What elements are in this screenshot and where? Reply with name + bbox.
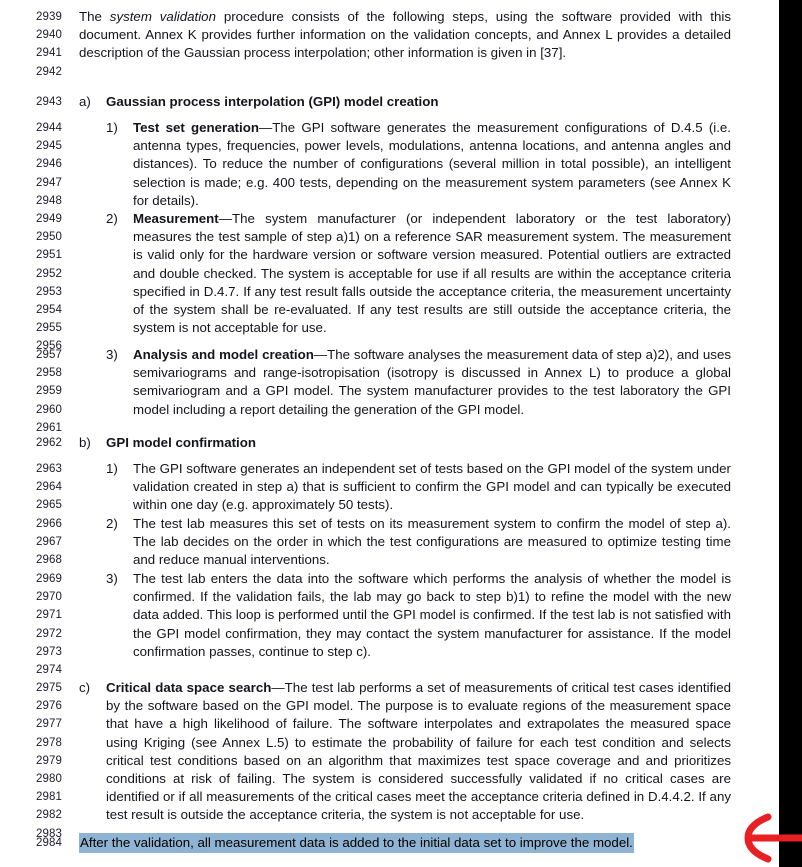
line-number: 2976: [36, 700, 62, 713]
line-number: 2961: [36, 421, 62, 434]
line-number: 2949: [36, 213, 62, 225]
list-item-a1: [0, 119, 774, 210]
line-number: 2941: [36, 47, 62, 60]
intro-text-pre: The: [79, 9, 110, 24]
list-marker-a1: 1): [106, 120, 118, 135]
list-item-b2: [0, 515, 774, 570]
page-edge-band: [780, 0, 802, 867]
line-number: 2980: [36, 772, 62, 785]
line-number: 2942: [36, 65, 62, 78]
line-number: 2966: [36, 518, 62, 530]
a2-body: The system manufacturer (or independent laboratory or the test laboratory) measures the test sample of step a)1) on a reference SAR measurement system. The measurement is valid only for the hardware version or software version measured. Potential outliers are extracted and double checked. The system is acceptable for use if all results are within the acceptance criteria specified in D.4.7. If any test result falls outside the acceptance criteria, the measurement uncertainty of the system shall be re-evaluated. If any test results are still outside the acceptance criteria, the system is not acceptable for use.: [133, 211, 731, 336]
page-edge-fold: [773, 0, 780, 867]
list-marker-a2: 2): [106, 211, 118, 226]
line-number: 2953: [36, 285, 62, 298]
list-marker-b2: 2): [106, 516, 118, 531]
list-item-a2: [0, 210, 774, 356]
line-number: 2979: [36, 754, 62, 767]
list-item-b-heading: [0, 434, 774, 452]
list-item-b-title: GPI model confirmation: [106, 435, 256, 450]
line-number: 2948: [36, 194, 62, 207]
line-number: 2940: [36, 29, 62, 42]
line-number: 2965: [36, 499, 62, 512]
a3-bold-lead: Analysis and model creation: [133, 347, 314, 362]
list-item-a3: [0, 346, 774, 437]
line-number: 2983: [36, 827, 62, 840]
line-number: 2982: [36, 809, 62, 822]
line-number: 2959: [36, 385, 62, 398]
c-body: The test lab performs a set of measurements of critical test cases identified by the software based on the GPI model. The purpose is to evaluate regions of the measurement space that have a high likelihood of failure. The software interpolates and extrapolates the measured space using Kriging (see Annex L.5) to estimate the probability of failure for each test condition and selects critical test conditions based on an algorithm that maximizes test space coverage and and prioritizes conditions at risk of failing. The system is considered successfully validated if no critical cases are identified or if all measurements of the critical cases meet the acceptance criteria defined in D.4.4.2. If any test result is outside the acceptance criteria, the system is not acceptable for use.: [106, 680, 731, 823]
line-number: 2978: [36, 736, 62, 749]
a1-dash: —: [258, 120, 273, 135]
line-number: 2975: [36, 682, 62, 694]
list-item-c: [0, 679, 774, 843]
line-number: 2958: [36, 367, 62, 380]
line-number: 2972: [36, 627, 62, 640]
line-number: 2951: [36, 249, 62, 262]
line-number: 2950: [36, 231, 62, 244]
list-marker-b1: 1): [106, 461, 118, 476]
line-number: 2968: [36, 554, 62, 567]
a1-body: The GPI software generates the measurement configurations of D.4.5 (i.e. antenna types, frequencies, power levels, modulations, antenna locations, and antenna angles and distances). To reduce the number of configurations (several million in total possible), an intelligent selection is made; e.g. 400 tests, depending on the measurement system parameters (see Annex K for details).: [133, 120, 731, 208]
line-number: 2944: [36, 122, 62, 134]
paragraph-intro: [0, 8, 774, 81]
line-number: 2952: [36, 267, 62, 280]
line-number: 2984: [36, 837, 62, 849]
a2-bold-lead: Measurement: [133, 211, 219, 226]
line-number: 2945: [36, 140, 62, 153]
list-marker-b3: 3): [106, 571, 118, 586]
list-item-b2-text: The test lab measures this set of tests on its measurement system to confirm the model of step a). The lab decides on the order in which the test configurations are measured to optimize testing time and reduce manual interventions.: [133, 516, 731, 568]
line-number: 2939: [36, 11, 62, 23]
line-number: 2954: [36, 303, 62, 316]
line-number: 2981: [36, 791, 62, 804]
c-dash: —: [271, 680, 285, 695]
list-marker-a: a): [79, 94, 91, 109]
line-number: 2955: [36, 322, 62, 335]
line-number: 2943: [36, 96, 62, 108]
list-item-c-text: [106, 679, 731, 825]
list-marker-a3: 3): [106, 347, 118, 362]
list-item-a3-text: [133, 346, 731, 419]
list-item-b1-text: The GPI software generates an independent set of tests based on the GPI model of the system under validation created in step a) that is sufficient to confirm the GPI model and can typically be executed within one day (e.g. approximately 50 tests).: [133, 461, 731, 513]
line-number: 2967: [36, 536, 62, 549]
list-item-a-title: Gaussian process interpolation (GPI) model creation: [106, 94, 439, 109]
line-number: 2970: [36, 591, 62, 604]
line-number: 2956: [36, 340, 62, 353]
c-bold-lead: Critical data space search: [106, 680, 272, 695]
list-item-b3-text: The test lab enters the data into the software which performs the analysis of whether the model is confirmed. If the validation fails, the lab may go back to step b)1) to refine the model with the new data added. This loop is performed until the GPI model is confirmed. If the test lab is not satisfied with the GPI model confirmation, they may contact the system manufacturer for assistance. If the model confirmation passes, continue to step c).: [133, 571, 731, 659]
list-item-a1-text: [133, 119, 731, 210]
list-marker-b: b): [79, 435, 91, 450]
list-marker-c: c): [79, 680, 91, 695]
line-number: 2977: [36, 718, 62, 731]
line-number: 2974: [36, 663, 62, 676]
line-number: 2960: [36, 403, 62, 416]
a1-bold-lead: Test set generation: [133, 120, 259, 135]
intro-text-italic: system validation: [109, 9, 216, 24]
list-item-a2-text: [133, 210, 731, 337]
intro-text-post: procedure consists of the following steps, using the software provided with this document. Annex K provides further information on the validation concepts, and Annex L provides a detailed description of the Gaussian process interpolation; other information is given in [37].: [79, 9, 731, 61]
highlighted-line[interactable]: After the validation, all measurement data is added to the initial data set to improve the model.: [79, 833, 634, 853]
line-number: 2969: [36, 573, 62, 585]
line-number: 2971: [36, 609, 62, 622]
list-item-b1: [0, 460, 774, 515]
a3-dash: —: [313, 347, 328, 362]
intro-text: [79, 8, 731, 63]
a3-body: The software analyses the measurement data of step a)2), and uses semivariograms and range-isotropisation (isotropy is discussed in Annex L) to produce a global semivariogram and a GPI model. The system manufacturer provides to the test laboratory the GPI model including a report detailing the generation of the GPI model.: [133, 347, 731, 417]
highlighted-paragraph: [0, 833, 774, 853]
list-item-b3: [0, 570, 774, 679]
list-item-a-heading: [0, 93, 774, 111]
line-number: 2963: [36, 463, 62, 475]
line-number: 2962: [36, 437, 62, 449]
line-number: 2946: [36, 158, 62, 171]
a2-dash: —: [218, 211, 233, 226]
line-number: 2957: [36, 349, 62, 361]
line-number: 2947: [36, 176, 62, 189]
line-number: 2964: [36, 481, 62, 494]
line-number: 2973: [36, 645, 62, 658]
